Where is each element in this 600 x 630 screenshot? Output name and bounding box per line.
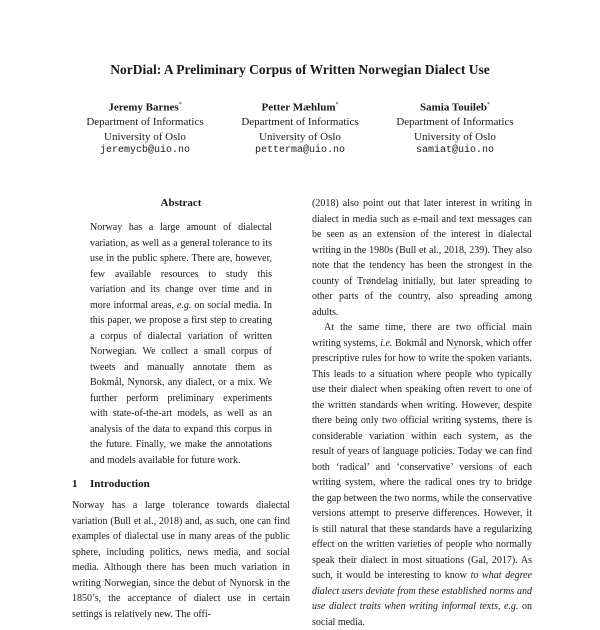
author-name: Petter Mæhlum*	[261, 101, 339, 114]
author-block	[70, 98, 530, 159]
author-name: Samia Touileb*	[420, 101, 490, 114]
author-university: University of Oslo	[104, 130, 186, 143]
body-paragraph-1: (2018) also point out that later interest in writing in dialect in media such as e-mail and text messages can be seen as an extension of the interest in dialectal writing in the 1980s (Bull et al., 2018, 239). They also note that the tendency has been the strongest in the county of Trøndelag initially, but later spreading to other parts of the country, also spreading among adults.	[312, 198, 532, 318]
author-email: jeremycb@uio.no	[99, 145, 190, 157]
author-department: Department of Informatics	[241, 116, 359, 129]
paper-title: NorDial: A Preliminary Corpus of Written Norwegian Dialect Use	[110, 62, 490, 77]
section-number: 1	[72, 478, 78, 490]
abstract-text: Norway has a large amount of dialectal variation, as well as a general tolerance to its use in the public sphere. There are, however, few available resources to study this variation and its change over time and in more informal areas, e.g. on social media. In this paper, we propose a first step to creating a corpus of dialectal variation of written Norwegian. We collect a small corpus of tweets and manually annotate them as Bokmål, Nynorsk, any dialect, or a mix. We further perform preliminary experiments with state-of-the-art models, as well as an analysis of the data to expand this corpus in the future. Finally, we make the annotations and models available for future work.	[90, 222, 272, 466]
author-department: Department of Informatics	[396, 116, 514, 129]
abstract-heading: Abstract	[160, 197, 202, 209]
intro-paragraph: Norway has a large tolerance towards dialectal variation (Bull et al., 2018) and, as such, one can find examples of dialectal use in many areas of the public sphere, including politics, news media, and social media. Although there has been much variation in writing Norwegian, since the debut of Nynorsk in the 1850’s, the acceptance of dialect use in certain settings is relatively new. The offi-	[72, 500, 290, 620]
left-column	[72, 196, 290, 622]
author-department: Department of Informatics	[86, 116, 204, 129]
affiliation-mark: *	[335, 102, 339, 108]
author-university: University of Oslo	[414, 130, 496, 143]
body-paragraph-2: At the same time, there are two official main writing systems, i.e. Bokmål and Nynorsk, which offer prescriptive rules for how to write the spoken variants. This leads to a situation where people who typically use their dialect when speaking often revert to one of the written standards when writing. However, despite there being only two official writing systems, there is considerable variation within each system, as the result of years of language policies. Today we can find both ‘radical’ and ‘conservative’ versions of each writing system, where the radical ones try to bridge the gap between the two norms, while the conservative versions attempt to preserve differences. However, it is still natural that these standards have a regularizing effect on the written varieties of people who normally speak their dialect in most situations (Gal, 2017). As such, it would be interesting to know to what degree dialect users deviate from these established norms and use dialect traits when writing informal texts, e.g. on social media.	[312, 322, 533, 628]
affiliation-mark: *	[178, 102, 182, 108]
author-1	[70, 98, 220, 159]
author-3	[380, 98, 530, 159]
right-column	[312, 196, 532, 630]
section-heading-introduction: 1 Introduction	[72, 478, 150, 490]
author-2	[225, 98, 375, 159]
author-email: samiat@uio.no	[415, 145, 494, 157]
affiliation-mark: *	[486, 102, 490, 108]
author-university: University of Oslo	[259, 130, 341, 143]
author-name: Jeremy Barnes*	[108, 101, 182, 114]
author-email: petterma@uio.no	[254, 145, 345, 157]
